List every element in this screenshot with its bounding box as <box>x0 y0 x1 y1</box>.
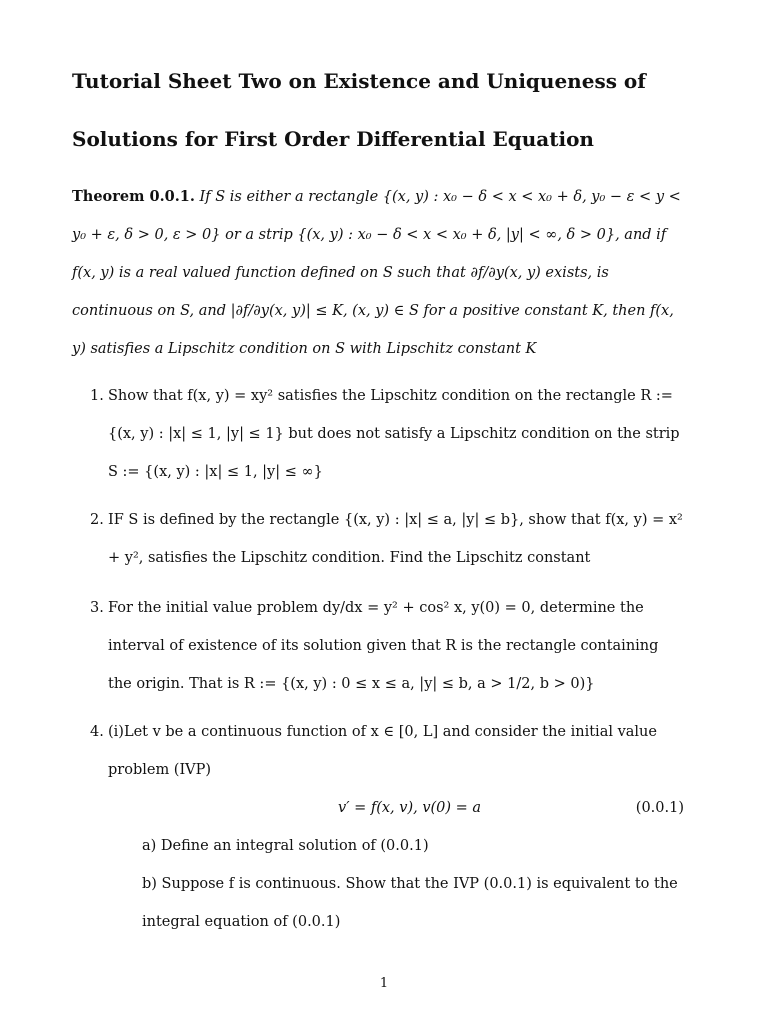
equation-expression: v′ = f(x, v), v(0) = a <box>338 800 482 816</box>
problem-item <box>72 713 684 941</box>
problem-item <box>72 377 684 491</box>
problem-number: 2. <box>90 512 104 528</box>
problem-number: 1. <box>90 388 104 404</box>
page-number: 1 <box>379 976 389 991</box>
equation-tag: (0.0.1) <box>635 800 684 816</box>
theorem-label: Theorem 0.0.1. <box>72 188 195 205</box>
theorem-text: If S is either a rectangle {(x, y) : x₀ − δ < x < x₀ + δ, y₀ − ε < y < y₀ + ε, δ > 0, ε > 0} or a strip {(x, y) : x₀ − δ < x < x₀ + δ, |y| < ∞, δ > 0}, and if f(x, y) is a real valued function defined on S such that ∂f/∂y(x, y) exists, is continuous on S, and |∂f/∂y(x, y)| ≤ K, (x, y) ∈ S for a positive constant K, then f(x, y) satisfies a Lipschitz condition on S with Lipschitz constant K <box>72 189 681 357</box>
problem-text: IF S is defined by the rectangle {(x, y) : |x| ≤ a, |y| ≤ b}, show that f(x, y) = x² + y², satisfies the Lipschitz condition. Find the Lipschitz constant <box>108 512 683 566</box>
problem-intro: (i)Let v be a continuous function of x ∈ [0, L] and consider the initial value problem (IVP) <box>108 724 657 778</box>
problem-number: 4. <box>90 724 104 740</box>
problem-item <box>72 501 684 577</box>
problem-text: For the initial value problem dy/dx = y² + cos² x, y(0) = 0, determine the interval of existence of its solution given that R is the rectangle containing the origin. That is R := {(x, y) : 0 ≤ x ≤ a, |y| ≤ b, a > 1/2, b > 0)} <box>108 600 659 692</box>
problem-part-b: b) Suppose f is continuous. Show that the IVP (0.0.1) is equivalent to the integral equation of (0.0.1) <box>142 876 678 930</box>
problem-list <box>72 377 684 941</box>
document-title: Tutorial Sheet Two on Existence and Uniqueness of Solutions for First Order Differential Equation <box>72 69 646 151</box>
problem-number: 3. <box>90 600 104 616</box>
problem-text: Show that f(x, y) = xy² satisfies the Lipschitz condition on the rectangle R := {(x, y) : |x| ≤ 1, |y| ≤ 1} but does not satisfy a Lipschitz condition on the strip S := {(x, y) : |x| ≤ 1, |y| ≤ ∞} <box>108 388 680 480</box>
display-equation <box>108 789 684 827</box>
problem-part-a: a) Define an integral solution of (0.0.1) <box>142 838 429 854</box>
problem-item <box>72 589 684 703</box>
theorem-block <box>72 178 684 368</box>
